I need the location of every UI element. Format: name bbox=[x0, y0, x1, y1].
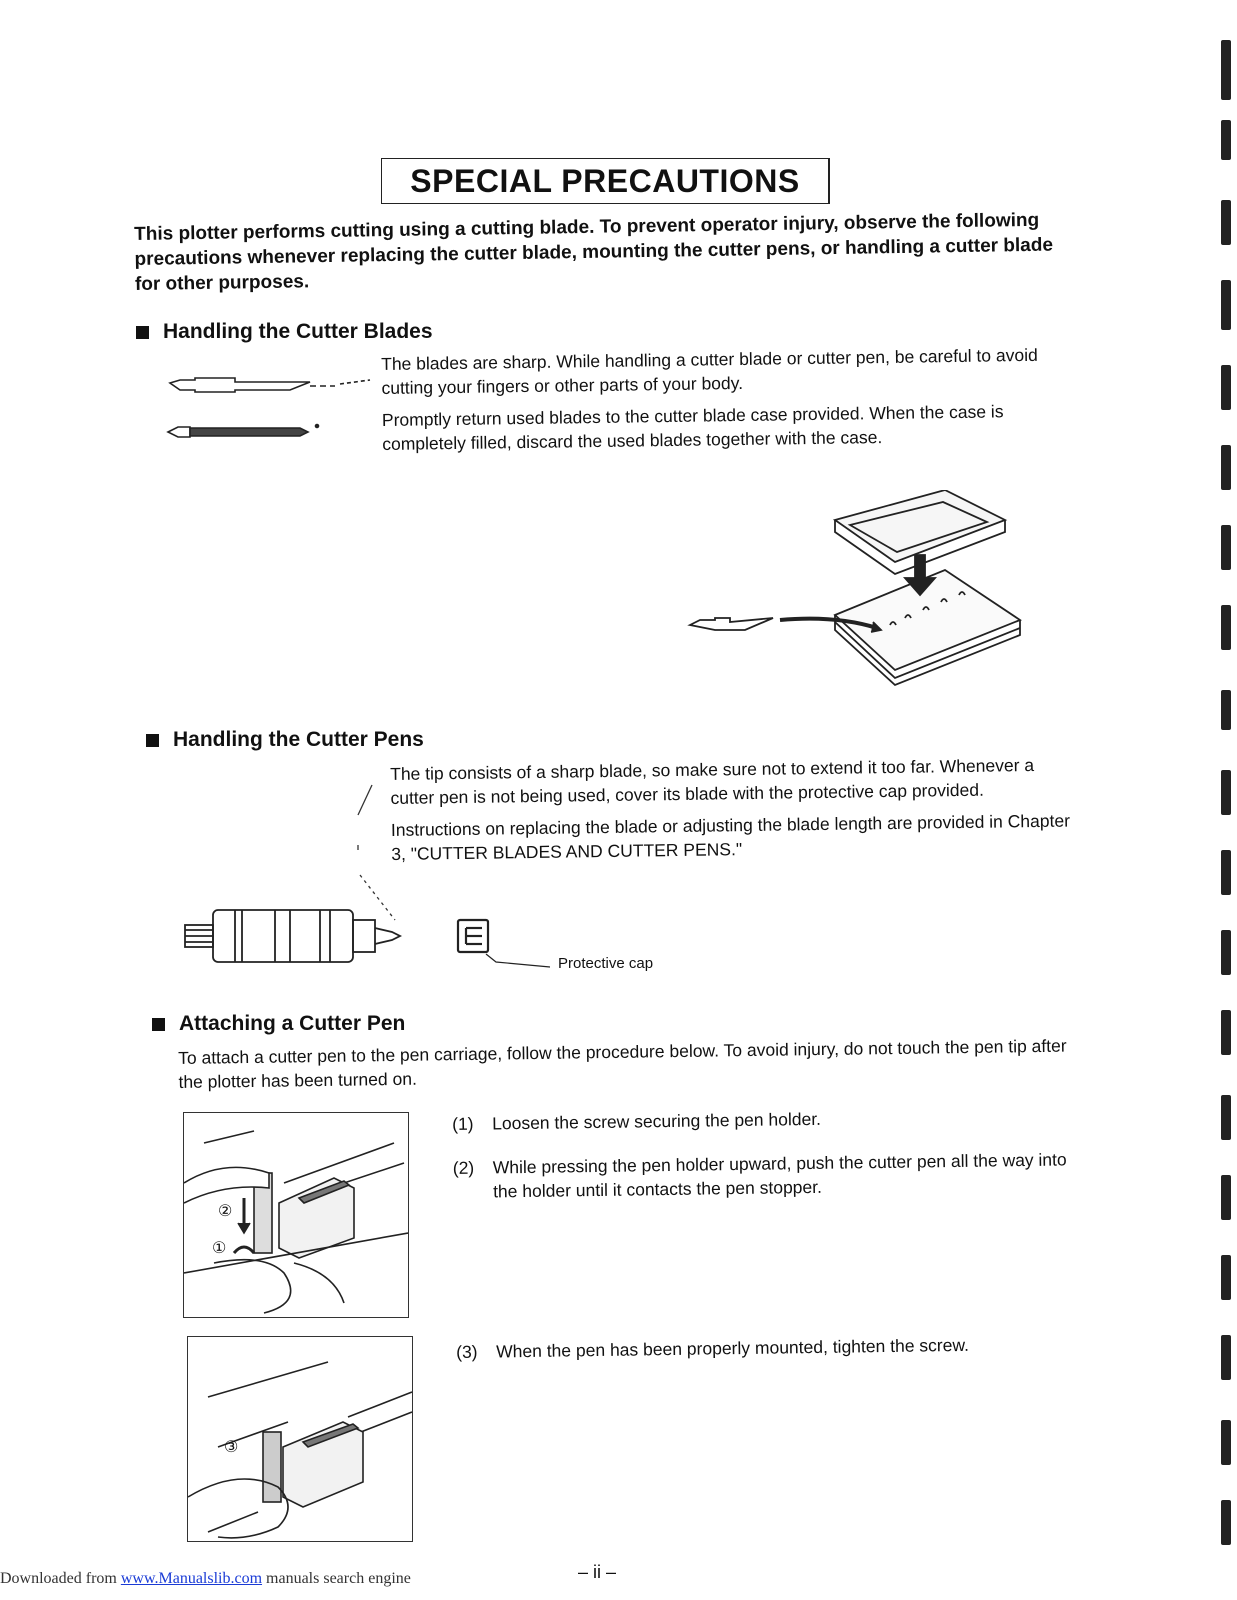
blades-paragraph-1: The blades are sharp. While handling a cutter blade or cutter pen, be careful to avoid cutting your fingers or other parts of your body. bbox=[381, 344, 1038, 398]
cutter-blade-illustration bbox=[160, 370, 380, 440]
figure-mark-2: ② bbox=[218, 1203, 233, 1220]
bullet-icon bbox=[152, 1018, 165, 1031]
binding-mark bbox=[1221, 525, 1231, 570]
footer-prefix: Downloaded from bbox=[0, 1570, 121, 1587]
step-2-number: (2) bbox=[452, 1157, 475, 1178]
section-heading-pens-text: Handling the Cutter Pens bbox=[173, 728, 424, 751]
binding-mark bbox=[1221, 40, 1231, 100]
binding-mark bbox=[1221, 200, 1231, 245]
binding-mark bbox=[1221, 1500, 1231, 1545]
blade-case-illustration bbox=[685, 490, 1035, 700]
cutter-pen-illustration bbox=[180, 900, 420, 975]
binding-mark bbox=[1221, 605, 1231, 650]
step-1 bbox=[452, 1103, 1092, 1136]
figure-mark-1: ① bbox=[212, 1240, 227, 1257]
binding-mark bbox=[1221, 850, 1231, 895]
section-heading-blades-text: Handling the Cutter Blades bbox=[163, 320, 433, 343]
page-title bbox=[381, 158, 830, 204]
attach-intro: To attach a cutter pen to the pen carriage, follow the procedure below. To avoid injury, do not touch the pen tip after the plotter has been turned on. bbox=[178, 1035, 1067, 1092]
binding-mark bbox=[1221, 1010, 1231, 1055]
pens-text bbox=[390, 753, 1071, 874]
binding-mark bbox=[1221, 1255, 1231, 1300]
step-2-text: While pressing the pen holder upward, push the cutter pen all the way into the holder until it contacts the pen stopper. bbox=[492, 1149, 1067, 1202]
protective-cap-illustration bbox=[450, 912, 560, 972]
intro-paragraph: This plotter performs cutting using a cutting blade. To prevent operator injury, observe the following precautions whenever replacing the cutter blade, mounting the cutter pens, or handling a cutter blade for other purposes. bbox=[134, 209, 1054, 295]
section-heading-blades bbox=[136, 320, 433, 344]
step-1-number: (1) bbox=[452, 1113, 474, 1134]
step-3-number: (3) bbox=[456, 1341, 478, 1362]
section-heading-attach-text: Attaching a Cutter Pen bbox=[179, 1012, 406, 1035]
step-1-text: Loosen the screw securing the pen holder. bbox=[492, 1108, 822, 1134]
binding-mark bbox=[1221, 280, 1231, 330]
pens-paragraph-2: Instructions on replacing the blade or adjusting the blade length are provided in Chapter 3, "CUTTER BLADES AND CUTTER PENS." bbox=[390, 810, 1071, 864]
binding-mark bbox=[1221, 930, 1231, 975]
binding-mark bbox=[1221, 770, 1231, 815]
step-3-text: When the pen has been properly mounted, tighten the screw. bbox=[496, 1334, 970, 1362]
binding-mark bbox=[1221, 1335, 1231, 1380]
section-heading-attach bbox=[152, 1012, 405, 1036]
step-3 bbox=[456, 1331, 1076, 1364]
attach-step-3 bbox=[456, 1331, 1076, 1364]
step-2 bbox=[453, 1147, 1094, 1204]
protective-cap-label: Protective cap bbox=[558, 955, 654, 972]
figure-tighten-screw bbox=[187, 1336, 413, 1542]
page-number: – ii – bbox=[578, 1562, 617, 1582]
attach-steps-1-2 bbox=[452, 1103, 1093, 1204]
pens-paragraph-1: The tip consists of a sharp blade, so make sure not to extend it too far. Whenever a cutter pen is not being used, cover its blade with the protective cap provided. bbox=[390, 755, 1035, 808]
binding-mark bbox=[1221, 1175, 1231, 1220]
figure-tighten-screw-drawing bbox=[188, 1337, 412, 1541]
footer-suffix: manuals search engine bbox=[262, 1570, 411, 1587]
page-title-text: SPECIAL PRECAUTIONS bbox=[410, 162, 800, 199]
figure-mark-3: ③ bbox=[224, 1439, 239, 1456]
download-footer bbox=[0, 1570, 411, 1588]
bullet-icon bbox=[146, 734, 159, 747]
binding-mark bbox=[1221, 365, 1231, 410]
binding-mark bbox=[1221, 445, 1231, 490]
footer-link[interactable]: www.Manualslib.com bbox=[120, 1570, 263, 1587]
section-heading-pens bbox=[146, 728, 424, 752]
blades-text bbox=[381, 343, 1042, 464]
figure-loosen-screw bbox=[183, 1112, 409, 1318]
binding-mark bbox=[1221, 1420, 1231, 1465]
figure-loosen-screw-drawing bbox=[184, 1113, 408, 1317]
blades-paragraph-2: Promptly return used blades to the cutter blade case provided. When the case is completely filled, discard the used blades together with the case. bbox=[381, 401, 1004, 454]
binding-mark bbox=[1221, 1095, 1231, 1140]
binding-mark bbox=[1221, 120, 1231, 160]
bullet-icon bbox=[136, 326, 149, 339]
binding-mark bbox=[1221, 690, 1231, 730]
